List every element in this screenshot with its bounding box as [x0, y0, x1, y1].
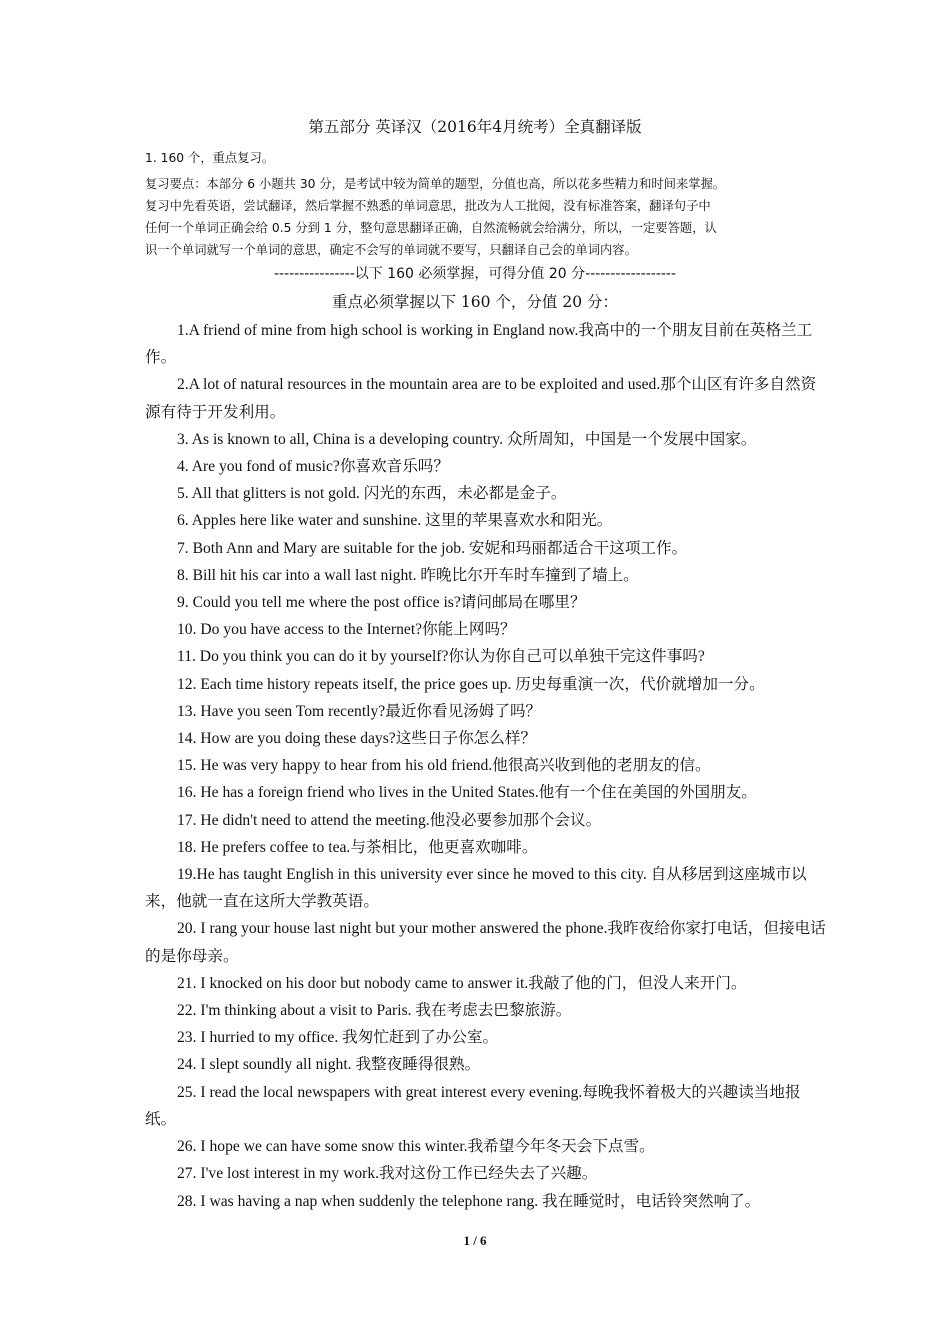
section-divider: ----------------以下 160 必须掌握，可得分值 20 分------------------	[273, 266, 677, 282]
note-line: 任何一个单词正确会给 0.5 分到 1 分，整句意思翻译正确，自然流畅就会给满分，所以，一定要答题，认	[145, 221, 717, 235]
list-item: 22. I'm thinking about a visit to Paris. 我在考虑去巴黎旅游。	[177, 1002, 572, 1020]
list-item: 19.He has taught English in this university ever since he moved to this city. 自从移居到这座城市以来，他就一直在这所大学教英语。	[145, 866, 807, 911]
note-line: 识一个单词就写一个单词的意思，确定不会写的单词就不要写，只翻译自己会的单词内容。	[145, 243, 637, 257]
list-item: 28. I was having a nap when suddenly the telephone rang. 我在睡觉时，电话铃突然响了。	[177, 1192, 761, 1210]
list-item: 8. Bill hit his car into a wall last night. 昨晚比尔开车时车撞到了墙上。	[177, 566, 639, 584]
list-item: 1.A friend of mine from high school is working in England now.我高中的一个朋友目前在英格兰工作。	[145, 322, 813, 367]
list-item: 24. I slept soundly all night. 我整夜睡得很熟。	[177, 1056, 481, 1074]
list-item: 15. He was very happy to hear from his old friend.他很高兴收到他的老朋友的信。	[177, 757, 711, 775]
list-item: 20. I rang your house last night but your mother answered the phone.我昨夜给你家打电话，但接电话的是你母亲。	[145, 920, 826, 965]
list-item: 11. Do you think you can do it by yourself?你认为你自己可以单独干完这件事吗?	[177, 648, 705, 666]
list-item: 21. I knocked on his door but nobody came to answer it.我敲了他的门，但没人来开门。	[177, 974, 747, 992]
list-item: 17. He didn't need to attend the meeting.他没必要参加那个会议。	[177, 811, 602, 829]
list-item: 16. He has a foreign friend who lives in the United States.他有一个住在美国的外国朋友。	[177, 784, 757, 802]
list-item: 9. Could you tell me where the post office is?请问邮局在哪里？	[177, 594, 586, 612]
note-line: 复习中先看英语，尝试翻译，然后掌握不熟悉的单词意思，批改为人工批阅，没有标准答案，翻译句子中	[145, 199, 711, 213]
list-item: 3. As is known to all, China is a developing country. 众所周知，中国是一个发展中国家。	[177, 430, 757, 448]
list-item: 25. I read the local newspapers with great interest every evening.每晚我怀着极大的兴趣读当地报纸。	[145, 1083, 801, 1128]
page-number: 1 / 6	[463, 1233, 487, 1248]
list-item: 18. He prefers coffee to tea.与茶相比，他更喜欢咖啡。	[177, 838, 538, 856]
list-item: 7. Both Ann and Mary are suitable for the job. 安妮和玛丽都适合干这项工作。	[177, 539, 688, 557]
list-item: 6. Apples here like water and sunshine. 这里的苹果喜欢水和阳光。	[177, 512, 613, 530]
sentence-list	[145, 317, 831, 1215]
list-item: 13. Have you seen Tom recently?最近你看见汤姆了吗？	[177, 702, 542, 720]
list-item: 14. How are you doing these days?这些日子你怎么样？	[177, 730, 537, 748]
list-item: 10. Do you have access to the Internet?你能上网吗？	[177, 621, 516, 639]
list-item: 12. Each time history repeats itself, the price goes up. 历史每重演一次，代价就增加一分。	[177, 675, 765, 693]
list-item: 27. I've lost interest in my work.我对这份工作已经失去了兴趣。	[177, 1165, 598, 1183]
note-line: 1. 160 个，重点复习。	[145, 151, 275, 165]
page-title: 第五部分 英译汉（2016年4月统考）全真翻译版	[308, 118, 642, 136]
list-item: 26. I hope we can have some snow this winter.我希望今年冬天会下点雪。	[177, 1138, 655, 1156]
list-item: 4. Are you fond of music?你喜欢音乐吗？	[177, 458, 449, 476]
list-item: 23. I hurried to my office. 我匆忙赶到了办公室。	[177, 1029, 499, 1047]
section-subheading: 重点必须掌握以下 160 个，分值 20 分：	[331, 293, 619, 311]
note-line: 复习要点：本部分 6 小题共 30 分，是考试中较为简单的题型，分值也高，所以花多些精力和时间来掌握。	[145, 177, 726, 191]
list-item: 5. All that glitters is not gold. 闪光的东西，未必都是金子。	[177, 485, 567, 503]
list-item: 2.A lot of natural resources in the mountain area are to be exploited and used.那个山区有许多自然资源有待于开发利用。	[145, 376, 817, 421]
